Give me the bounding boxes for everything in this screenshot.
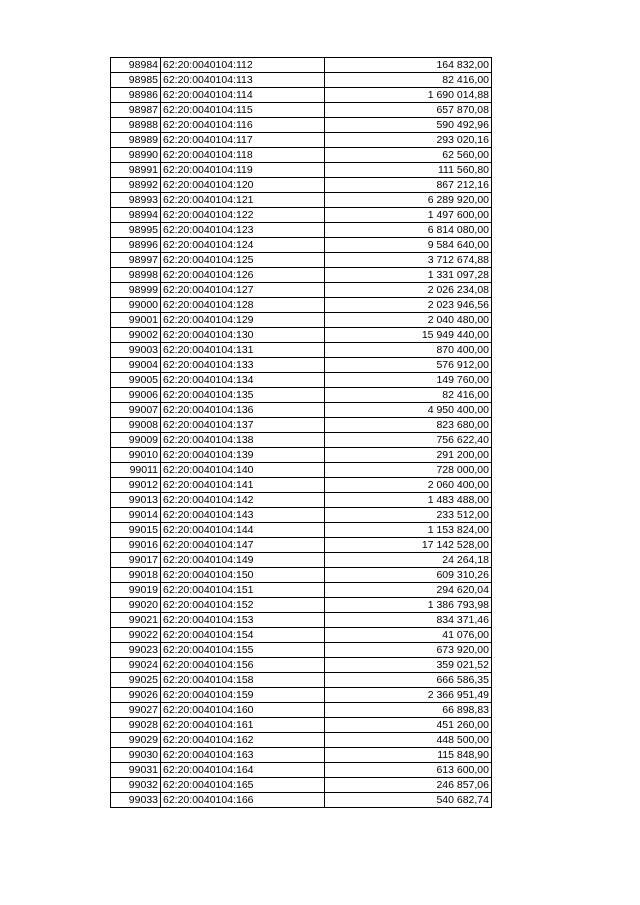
table-row — [111, 163, 492, 178]
value-cell: 834 371,46 — [325, 613, 492, 628]
table-row — [111, 358, 492, 373]
table-row — [111, 718, 492, 733]
row-number-cell: 98996 — [111, 238, 161, 253]
value-cell: 2 026 234,08 — [325, 283, 492, 298]
row-number-cell: 98985 — [111, 73, 161, 88]
value-cell: 1 153 824,00 — [325, 523, 492, 538]
row-number-cell: 99017 — [111, 553, 161, 568]
cadastral-number-cell: 62:20:0040104:143 — [161, 508, 325, 523]
table-row — [111, 403, 492, 418]
table-body — [111, 58, 492, 808]
cadastral-number-cell: 62:20:0040104:117 — [161, 133, 325, 148]
row-number-cell: 99006 — [111, 388, 161, 403]
row-number-cell: 99004 — [111, 358, 161, 373]
value-cell: 9 584 640,00 — [325, 238, 492, 253]
row-number-cell: 98997 — [111, 253, 161, 268]
value-cell: 657 870,08 — [325, 103, 492, 118]
table-row — [111, 628, 492, 643]
table-row — [111, 568, 492, 583]
value-cell: 82 416,00 — [325, 388, 492, 403]
cadastral-number-cell: 62:20:0040104:155 — [161, 643, 325, 658]
row-number-cell: 99027 — [111, 703, 161, 718]
cadastral-number-cell: 62:20:0040104:126 — [161, 268, 325, 283]
cadastral-number-cell: 62:20:0040104:115 — [161, 103, 325, 118]
table-row — [111, 778, 492, 793]
cadastral-number-cell: 62:20:0040104:165 — [161, 778, 325, 793]
cadastral-number-cell: 62:20:0040104:154 — [161, 628, 325, 643]
value-cell: 1 386 793,98 — [325, 598, 492, 613]
value-cell: 451 260,00 — [325, 718, 492, 733]
row-number-cell: 99021 — [111, 613, 161, 628]
value-cell: 576 912,00 — [325, 358, 492, 373]
cadastral-number-cell: 62:20:0040104:140 — [161, 463, 325, 478]
row-number-cell: 99013 — [111, 493, 161, 508]
row-number-cell: 99003 — [111, 343, 161, 358]
table-row — [111, 268, 492, 283]
value-cell: 1 331 097,28 — [325, 268, 492, 283]
cadastral-number-cell: 62:20:0040104:160 — [161, 703, 325, 718]
row-number-cell: 99024 — [111, 658, 161, 673]
table-row — [111, 223, 492, 238]
row-number-cell: 99023 — [111, 643, 161, 658]
value-cell: 164 832,00 — [325, 58, 492, 73]
table-row — [111, 748, 492, 763]
table-row — [111, 58, 492, 73]
cadastral-number-cell: 62:20:0040104:135 — [161, 388, 325, 403]
cadastral-number-cell: 62:20:0040104:134 — [161, 373, 325, 388]
cadastral-number-cell: 62:20:0040104:112 — [161, 58, 325, 73]
table-row — [111, 418, 492, 433]
table-row — [111, 193, 492, 208]
value-cell: 149 760,00 — [325, 373, 492, 388]
table-row — [111, 523, 492, 538]
row-number-cell: 99011 — [111, 463, 161, 478]
cadastral-number-cell: 62:20:0040104:121 — [161, 193, 325, 208]
row-number-cell: 98999 — [111, 283, 161, 298]
table-row — [111, 103, 492, 118]
row-number-cell: 98992 — [111, 178, 161, 193]
table-row — [111, 763, 492, 778]
value-cell: 590 492,96 — [325, 118, 492, 133]
cadastral-number-cell: 62:20:0040104:127 — [161, 283, 325, 298]
value-cell: 673 920,00 — [325, 643, 492, 658]
row-number-cell: 99029 — [111, 733, 161, 748]
table-row — [111, 298, 492, 313]
value-cell: 2 060 400,00 — [325, 478, 492, 493]
table-row — [111, 733, 492, 748]
cadastral-number-cell: 62:20:0040104:139 — [161, 448, 325, 463]
cadastral-number-cell: 62:20:0040104:120 — [161, 178, 325, 193]
table-row — [111, 328, 492, 343]
cadastral-number-cell: 62:20:0040104:130 — [161, 328, 325, 343]
cadastral-number-cell: 62:20:0040104:152 — [161, 598, 325, 613]
table-row — [111, 583, 492, 598]
value-cell: 1 483 488,00 — [325, 493, 492, 508]
table-row — [111, 538, 492, 553]
row-number-cell: 99018 — [111, 568, 161, 583]
value-cell: 609 310,26 — [325, 568, 492, 583]
value-cell: 66 898,83 — [325, 703, 492, 718]
table-row — [111, 253, 492, 268]
cadastral-number-cell: 62:20:0040104:159 — [161, 688, 325, 703]
cadastral-number-cell: 62:20:0040104:158 — [161, 673, 325, 688]
value-cell: 756 622,40 — [325, 433, 492, 448]
table-row — [111, 133, 492, 148]
row-number-cell: 98990 — [111, 148, 161, 163]
row-number-cell: 98994 — [111, 208, 161, 223]
row-number-cell: 99005 — [111, 373, 161, 388]
value-cell: 540 682,74 — [325, 793, 492, 808]
row-number-cell: 98984 — [111, 58, 161, 73]
row-number-cell: 98995 — [111, 223, 161, 238]
table-row — [111, 553, 492, 568]
value-cell: 294 620,04 — [325, 583, 492, 598]
cadastral-number-cell: 62:20:0040104:161 — [161, 718, 325, 733]
cadastral-number-cell: 62:20:0040104:136 — [161, 403, 325, 418]
cadastral-number-cell: 62:20:0040104:123 — [161, 223, 325, 238]
cadastral-number-cell: 62:20:0040104:131 — [161, 343, 325, 358]
cadastral-number-cell: 62:20:0040104:116 — [161, 118, 325, 133]
row-number-cell: 99009 — [111, 433, 161, 448]
table-row — [111, 73, 492, 88]
table-row — [111, 793, 492, 808]
row-number-cell: 99031 — [111, 763, 161, 778]
row-number-cell: 98986 — [111, 88, 161, 103]
table-row — [111, 283, 492, 298]
row-number-cell: 99012 — [111, 478, 161, 493]
table-row — [111, 658, 492, 673]
table-row — [111, 343, 492, 358]
value-cell: 613 600,00 — [325, 763, 492, 778]
table-row — [111, 673, 492, 688]
cadastral-number-cell: 62:20:0040104:138 — [161, 433, 325, 448]
value-cell: 15 949 440,00 — [325, 328, 492, 343]
value-cell: 3 712 674,88 — [325, 253, 492, 268]
cadastral-number-cell: 62:20:0040104:137 — [161, 418, 325, 433]
cadastral-value-table — [110, 57, 492, 808]
value-cell: 233 512,00 — [325, 508, 492, 523]
value-cell: 448 500,00 — [325, 733, 492, 748]
cadastral-number-cell: 62:20:0040104:124 — [161, 238, 325, 253]
value-cell: 1 497 600,00 — [325, 208, 492, 223]
cadastral-number-cell: 62:20:0040104:125 — [161, 253, 325, 268]
row-number-cell: 99028 — [111, 718, 161, 733]
row-number-cell: 98991 — [111, 163, 161, 178]
cadastral-number-cell: 62:20:0040104:151 — [161, 583, 325, 598]
row-number-cell: 99019 — [111, 583, 161, 598]
row-number-cell: 99000 — [111, 298, 161, 313]
cadastral-number-cell: 62:20:0040104:133 — [161, 358, 325, 373]
cadastral-number-cell: 62:20:0040104:142 — [161, 493, 325, 508]
cadastral-number-cell: 62:20:0040104:129 — [161, 313, 325, 328]
cadastral-number-cell: 62:20:0040104:147 — [161, 538, 325, 553]
cadastral-number-cell: 62:20:0040104:162 — [161, 733, 325, 748]
table-row — [111, 598, 492, 613]
value-cell: 823 680,00 — [325, 418, 492, 433]
row-number-cell: 98993 — [111, 193, 161, 208]
row-number-cell: 99026 — [111, 688, 161, 703]
row-number-cell: 99014 — [111, 508, 161, 523]
table-row — [111, 178, 492, 193]
value-cell: 2 040 480,00 — [325, 313, 492, 328]
cadastral-number-cell: 62:20:0040104:113 — [161, 73, 325, 88]
row-number-cell: 99007 — [111, 403, 161, 418]
cadastral-number-cell: 62:20:0040104:128 — [161, 298, 325, 313]
cadastral-number-cell: 62:20:0040104:119 — [161, 163, 325, 178]
table-row — [111, 463, 492, 478]
row-number-cell: 99015 — [111, 523, 161, 538]
table-row — [111, 508, 492, 523]
value-cell: 728 000,00 — [325, 463, 492, 478]
value-cell: 666 586,35 — [325, 673, 492, 688]
row-number-cell: 99010 — [111, 448, 161, 463]
cadastral-number-cell: 62:20:0040104:153 — [161, 613, 325, 628]
value-cell: 870 400,00 — [325, 343, 492, 358]
table-row — [111, 613, 492, 628]
cadastral-number-cell: 62:20:0040104:150 — [161, 568, 325, 583]
table-row — [111, 433, 492, 448]
table-row — [111, 208, 492, 223]
cadastral-number-cell: 62:20:0040104:156 — [161, 658, 325, 673]
table-row — [111, 493, 492, 508]
cadastral-number-cell: 62:20:0040104:164 — [161, 763, 325, 778]
row-number-cell: 99030 — [111, 748, 161, 763]
cadastral-number-cell: 62:20:0040104:141 — [161, 478, 325, 493]
cadastral-number-cell: 62:20:0040104:149 — [161, 553, 325, 568]
cadastral-number-cell: 62:20:0040104:144 — [161, 523, 325, 538]
table-row — [111, 118, 492, 133]
table-row — [111, 88, 492, 103]
value-cell: 4 950 400,00 — [325, 403, 492, 418]
cadastral-number-cell: 62:20:0040104:122 — [161, 208, 325, 223]
value-cell: 246 857,06 — [325, 778, 492, 793]
row-number-cell: 98998 — [111, 268, 161, 283]
row-number-cell: 99022 — [111, 628, 161, 643]
row-number-cell: 99020 — [111, 598, 161, 613]
value-cell: 41 076,00 — [325, 628, 492, 643]
row-number-cell: 99008 — [111, 418, 161, 433]
row-number-cell: 99025 — [111, 673, 161, 688]
value-cell: 291 200,00 — [325, 448, 492, 463]
table-row — [111, 688, 492, 703]
value-cell: 24 264,18 — [325, 553, 492, 568]
value-cell: 6 289 920,00 — [325, 193, 492, 208]
cadastral-number-cell: 62:20:0040104:118 — [161, 148, 325, 163]
table-row — [111, 313, 492, 328]
row-number-cell: 99033 — [111, 793, 161, 808]
row-number-cell: 98987 — [111, 103, 161, 118]
table-row — [111, 148, 492, 163]
table-row — [111, 478, 492, 493]
value-cell: 111 560,80 — [325, 163, 492, 178]
row-number-cell: 99002 — [111, 328, 161, 343]
table-row — [111, 373, 492, 388]
value-cell: 17 142 528,00 — [325, 538, 492, 553]
value-cell: 2 023 946,56 — [325, 298, 492, 313]
value-cell: 62 560,00 — [325, 148, 492, 163]
cadastral-number-cell: 62:20:0040104:163 — [161, 748, 325, 763]
value-cell: 867 212,16 — [325, 178, 492, 193]
value-cell: 6 814 080,00 — [325, 223, 492, 238]
table-row — [111, 643, 492, 658]
value-cell: 1 690 014,88 — [325, 88, 492, 103]
row-number-cell: 98988 — [111, 118, 161, 133]
row-number-cell: 99016 — [111, 538, 161, 553]
table-row — [111, 448, 492, 463]
table-row — [111, 703, 492, 718]
value-cell: 293 020,16 — [325, 133, 492, 148]
row-number-cell: 99032 — [111, 778, 161, 793]
table-row — [111, 388, 492, 403]
value-cell: 359 021,52 — [325, 658, 492, 673]
value-cell: 115 848,90 — [325, 748, 492, 763]
row-number-cell: 98989 — [111, 133, 161, 148]
row-number-cell: 99001 — [111, 313, 161, 328]
value-cell: 82 416,00 — [325, 73, 492, 88]
table-row — [111, 238, 492, 253]
cadastral-number-cell: 62:20:0040104:114 — [161, 88, 325, 103]
value-cell: 2 366 951,49 — [325, 688, 492, 703]
cadastral-number-cell: 62:20:0040104:166 — [161, 793, 325, 808]
